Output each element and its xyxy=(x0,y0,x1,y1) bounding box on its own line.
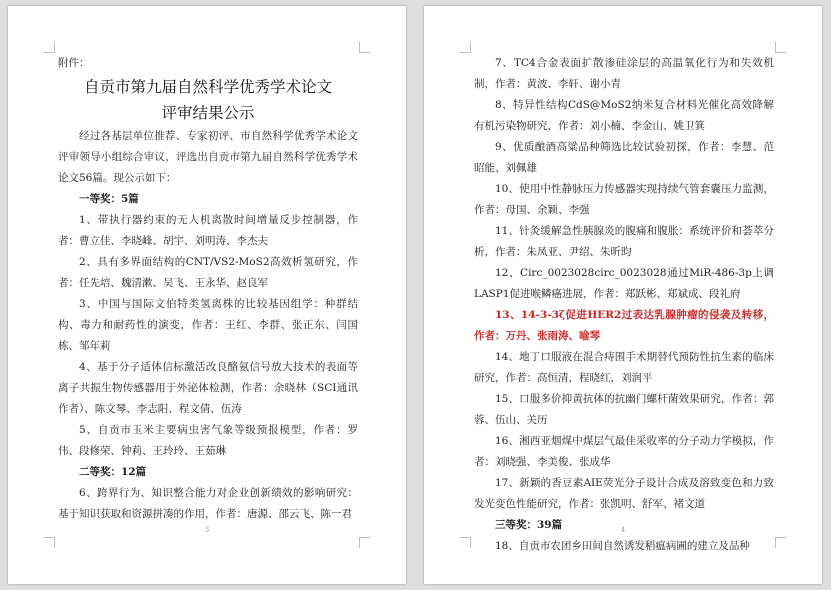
award-item: 16、湘西亚烟煤中煤层气最佳采收率的分子动力学模拟，作者：刘晓强、李美俊、张成华 xyxy=(474,435,774,468)
award-item: 9、优质酿酒高粱品种筛选比较试验初探，作者：李慧、范昭能、刘佩雄 xyxy=(474,141,774,174)
margin-corner-mark xyxy=(44,42,55,53)
award-item: 6、跨界行为、知识整合能力对企业创新绩效的影响研究：基于知识获取和资源拼凑的作用，作者：唐源、邵云飞、陈一君 xyxy=(58,487,358,520)
award-item: 18、自贡市农团乡田间自然诱发稻瘟病圃的建立及品种 xyxy=(495,540,750,552)
margin-corner-mark xyxy=(460,537,471,548)
margin-corner-mark xyxy=(359,537,370,548)
award-item: 15、口服多价抑黄抗体的抗幽门螺杆菌效果研究，作者：郭蓉、伍山、关历 xyxy=(474,393,774,426)
document-subtitle: 评审结果公示 xyxy=(161,104,255,122)
award-item: 17、新颖的香豆素AIE荧光分子设计合成及溶致变色和力致发光变色性能研究，作者：张凯明、舒军、褚文道 xyxy=(474,477,774,510)
document-title: 自贡市第九届自然科学优秀学术论文 xyxy=(83,78,332,96)
award-item: 14、地丁口服液在混合痔围手术期替代预防性抗生素的临床研究，作者：高恒清，程晓红，刘润平 xyxy=(474,351,774,384)
highlighted-award-item: 13、14-3-3ζ促进HER2过表达乳腺肿瘤的侵袭及转移，作者：万丹、张雨涛、喻琴 xyxy=(474,309,774,342)
margin-corner-mark xyxy=(775,42,786,53)
second-prize-heading: 二等奖：12篇 xyxy=(79,466,147,478)
margin-corner-mark xyxy=(460,42,471,53)
page-number: 4 xyxy=(620,526,626,534)
document-page-2 xyxy=(424,6,822,584)
award-item: 10、使用中性静脉压力传感器实现持续气管套囊压力监测，作者：母国、余颖、李强 xyxy=(474,183,774,216)
margin-corner-mark xyxy=(359,42,370,53)
award-item: 12、Circ_0023028circ_0023028通过MiR-486-3p上调LASP1促进喉鳞癌进展，作者：郑跃彬、郑斌成、段礼府 xyxy=(474,267,774,300)
award-item: 1、带执行器约束的无人机离散时间增量反步控制器，作者：曹立佳、李晓峰、胡宇、刘明涛、李杰夫 xyxy=(58,214,358,247)
award-item: 3、中国与国际文伯特类氢离株的比较基因组学：种群结构、毒力和耐药性的演变，作者：王红、李群、张正东、闫国栋、邹年莉 xyxy=(58,298,358,352)
margin-corner-mark xyxy=(775,537,786,548)
award-item: 11、针灸缓解急性胰腺炎的腹痛和腹胀：系统评价和荟萃分析，作者：朱凤亚、尹绍、朱昕昀 xyxy=(474,225,774,258)
intro-paragraph: 经过各基层单位推荐、专家初评、市自然科学优秀学术论文评审领导小组综合审议，评选出自贡市第九届自然科学优秀学术论文56篇。现公示如下： xyxy=(58,130,358,184)
page-number: 3 xyxy=(204,526,210,534)
attachment-label: 附件： xyxy=(58,57,90,69)
page-1-body xyxy=(58,53,358,525)
margin-corner-mark xyxy=(44,537,55,548)
document-page-1 xyxy=(8,6,406,584)
page-2-body xyxy=(474,53,774,557)
award-item: 4、基于分子适体信标激活改良酪氨信号放大技术的表面等离子共振生物传感器用于外泌体检测，作者：余晓林（SCI通讯作者）、陈文琴、李志阳、程文倩、伍涛 xyxy=(58,361,358,415)
award-item: 2、具有多界面结构的CNT/VS2-MoS2高效析氢研究，作者：任先培、魏清漱、吴飞、王永华、赵良军 xyxy=(58,256,358,289)
award-item: 8、特异性结构CdS@MoS2纳米复合材料光催化高效降解有机污染物研究，作者：刘小楠、李金山、姚卫箕 xyxy=(474,99,774,132)
award-item: 5、自贡市玉米主要病虫害气象等级预报模型，作者：罗伟、段修荣、钟莉、王玲玲、王茹琳 xyxy=(58,424,358,457)
third-prize-heading: 三等奖：39篇 xyxy=(495,519,563,531)
award-item: 7、TC4合金表面扩散渗硅涂层的高温氧化行为和失效机制，作者：黄波、李轩、谢小青 xyxy=(474,57,774,90)
first-prize-heading: 一等奖：5篇 xyxy=(79,193,139,205)
